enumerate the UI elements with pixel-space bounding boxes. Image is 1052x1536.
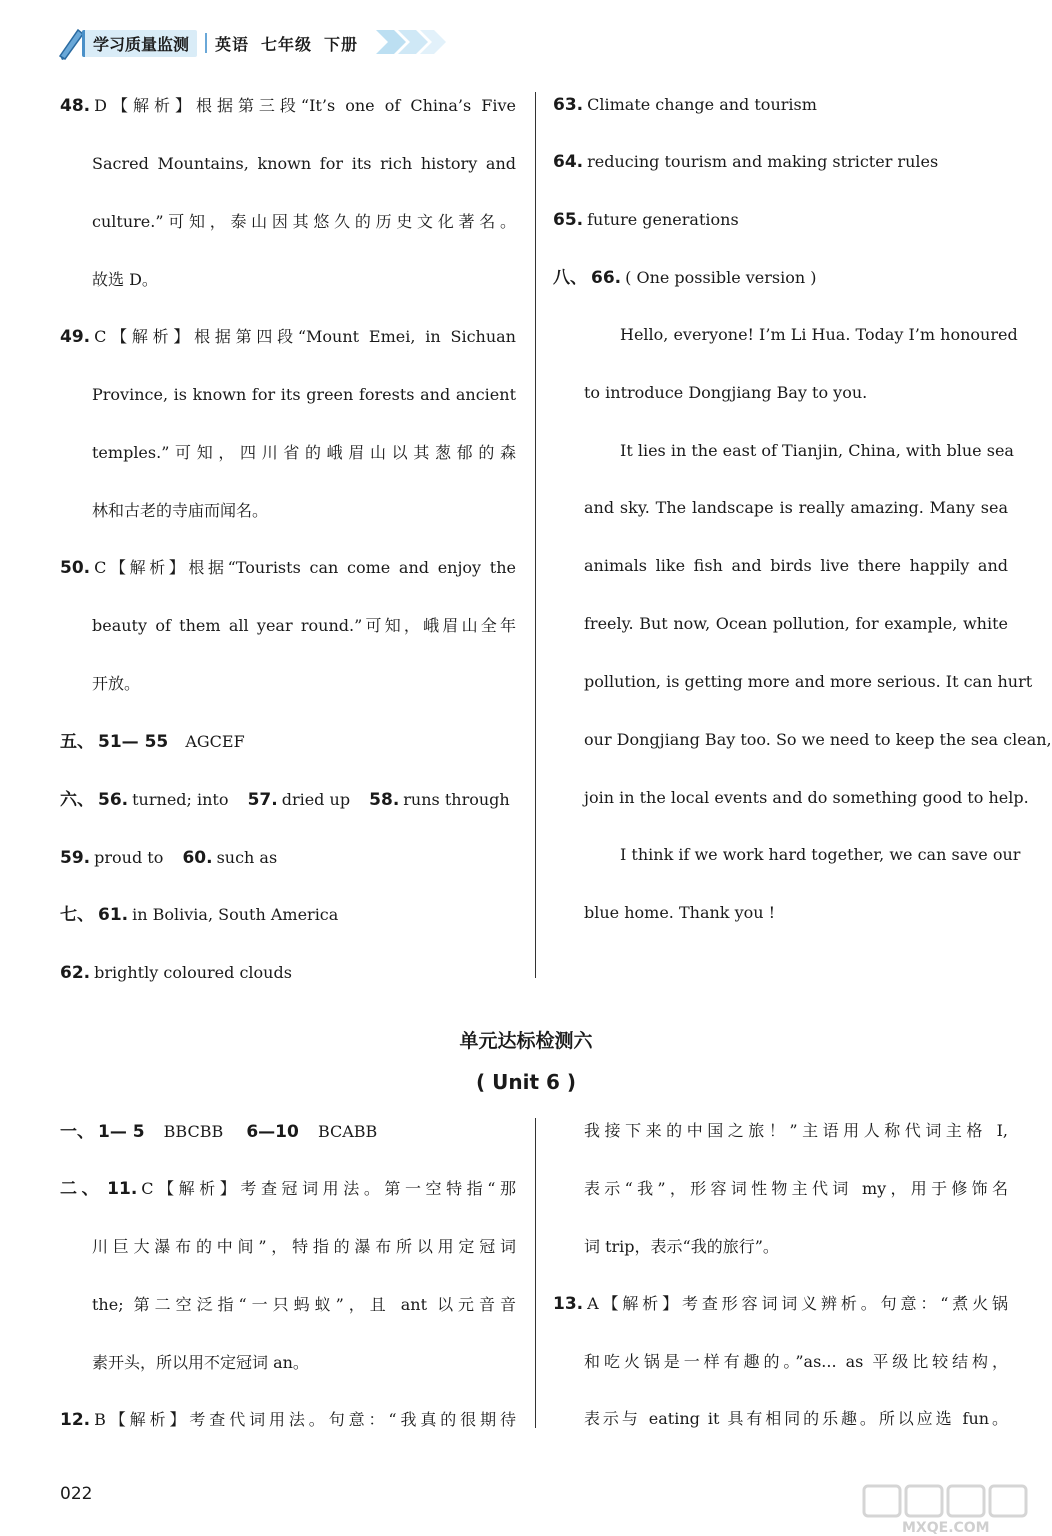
question-number: 62. [60, 963, 91, 983]
answer-text: turned; into [132, 790, 229, 809]
answer-text: BCABB [317, 1122, 378, 1141]
question-range: 6—10 [246, 1122, 299, 1142]
answer-text: future generations [587, 210, 739, 229]
section-label: 一、 [60, 1122, 94, 1142]
essay-line: Hello, everyone! I’m Li Hua. Today I’m honoured [620, 325, 1018, 344]
answer-13-line3: 表示与 eating it 具有相同的乐趣。所以应选 fun。 [584, 1409, 1008, 1428]
question-number: 13. [553, 1294, 584, 1314]
answer-49-line2: Province, is known for its green forests and ancient [92, 385, 516, 404]
question-number: 61. [98, 905, 129, 925]
header-volume: 下册 [324, 34, 359, 54]
essay-line: It lies in the east of Tianjin, China, with blue sea [620, 441, 1014, 460]
answer-48-line4: 故选 D。 [92, 270, 158, 289]
answer-11-line2: 川巨大瀑布的中间”，特指的瀑布所以用定冠词 [92, 1237, 516, 1256]
answer-text: runs through [403, 790, 510, 809]
question-number: 64. [553, 152, 584, 172]
answer-12-cont-line2: 表示“我”，形容词性物主代词 my，用于修饰名 [584, 1179, 1008, 1198]
answer-48-line2: Sacred Mountains, known for its rich history and [92, 154, 516, 173]
column-divider [535, 92, 536, 978]
essay-line: our Dongjiang Bay too. So we need to keep the sea clean, [584, 730, 1052, 749]
answer-text: Climate change and tourism [587, 95, 817, 114]
answer-text: AGCEF [185, 732, 245, 751]
answer-text: reducing tourism and making stricter rules [587, 152, 939, 171]
section-subtitle: ( Unit 6 ) [476, 1070, 576, 1094]
essay-line: join in the local events and do something good to help. [584, 788, 1029, 807]
answer-50-line2: beauty of them all year round.”可知，峨眉山全年 [92, 616, 516, 635]
answer-text: in Bolivia, South America [132, 905, 339, 924]
answer-text: C【解析】根据第四段“Mount Emei, in Sichuan [94, 327, 516, 346]
question-range: 51— 55 [98, 732, 169, 752]
section-label: 八、 [553, 268, 587, 288]
answer-text: dried up [281, 790, 351, 809]
answer-11-line3: the; 第二空泛指“一只蚂蚁”，且 ant 以元音音 [92, 1295, 516, 1314]
answer-text: proud to [94, 848, 164, 867]
answer-text: A【解析】考查形容词词义辨析。句意：“煮火锅 [587, 1294, 1008, 1313]
answer-13-line2: 和吃火锅是一样有趣的。”as... as 平级比较结构， [584, 1352, 1008, 1371]
answer-49-line1 [60, 323, 516, 351]
series-title: 学习质量监测 [82, 30, 197, 57]
answer-11-line1 [60, 1175, 516, 1203]
answer-49-line4: 林和古老的寺庙而闻名。 [92, 501, 269, 520]
answer-11-line4: 素开头，所以用不定冠词 an。 [92, 1353, 309, 1372]
question-number: 11. [107, 1179, 138, 1199]
question-number: 63. [553, 95, 584, 115]
answer-63 [553, 91, 817, 119]
answer-text: brightly coloured clouds [94, 963, 292, 982]
question-range: 1— 5 [98, 1122, 145, 1142]
column-divider [535, 1118, 536, 1428]
section-label: 七、 [60, 905, 94, 925]
essay-line: pollution, is getting more and more serious. It can hurt [584, 672, 1033, 691]
question-number: 58. [369, 790, 400, 810]
essay-line: freely. But now, Ocean pollution, for example, white [584, 614, 1008, 633]
header-separator [205, 33, 207, 53]
answer-50-line1 [60, 554, 516, 582]
answer-48-line3: culture.”可知，泰山因其悠久的历史文化著名。 [92, 212, 516, 231]
section-title: 单元达标检测六 [459, 1030, 593, 1052]
page-header [56, 26, 456, 60]
answer-50-line3: 开放。 [92, 674, 141, 693]
section-6 [60, 786, 510, 814]
watermark-logo [862, 1482, 1038, 1534]
header-grade: 七年级 [261, 34, 313, 54]
question-number: 65. [553, 210, 584, 230]
question-number: 59. [60, 848, 91, 868]
essay-line: I think if we work hard together, we can save our [620, 845, 1021, 864]
answer-49-line3: temples.”可知，四川省的峨眉山以其葱郁的森 [92, 443, 516, 462]
header-bar [82, 30, 358, 56]
question-number: 60. [182, 848, 213, 868]
answer-12-line1 [60, 1406, 516, 1434]
unit6-section-1 [60, 1118, 377, 1146]
answer-62 [60, 959, 292, 987]
question-number: 12. [60, 1410, 91, 1430]
section-8 [553, 264, 817, 292]
question-number: 57. [247, 790, 278, 810]
question-number: 56. [98, 790, 129, 810]
section-label: 六、 [60, 790, 94, 810]
essay-line: animals like fish and birds live there happily and [584, 556, 1008, 575]
answer-text: such as [216, 848, 278, 867]
section-label: 二、 [60, 1179, 104, 1199]
answer-text: ( One possible version ) [625, 268, 817, 287]
section-5 [60, 728, 245, 756]
page-number: 022 [60, 1484, 93, 1504]
answer-13-line1 [553, 1290, 1008, 1318]
section-label: 五、 [60, 732, 94, 752]
header-subject: 英语 [215, 34, 250, 54]
essay-line: to introduce Dongjiang Bay to you. [584, 383, 868, 402]
question-number: 48. [60, 96, 91, 116]
answers-59-60 [60, 844, 277, 872]
answer-48-line1 [60, 92, 516, 120]
answer-text: BBCBB [163, 1122, 224, 1141]
answer-12-cont-line3: 词 trip，表示“我的旅行”。 [584, 1237, 779, 1256]
answer-64 [553, 148, 938, 176]
answer-65 [553, 206, 739, 234]
answer-text: C【解析】根据“Tourists can come and enjoy the [94, 558, 516, 577]
question-number: 66. [591, 268, 622, 288]
section-7 [60, 901, 338, 929]
chevron-arrows-icon [376, 28, 452, 56]
watermark-text: MXQE.COM [902, 1520, 990, 1534]
answer-text: D【解析】根据第三段“It’s one of China’s Five [94, 96, 516, 115]
question-number: 50. [60, 558, 91, 578]
answer-text: B【解析】考查代词用法。句意：“我真的很期待 [94, 1410, 516, 1429]
answer-12-cont-line1: 我接下来的中国之旅！”主语用人称代词主格 I, [584, 1121, 1008, 1140]
question-number: 49. [60, 327, 91, 347]
answer-text: C【解析】考查冠词用法。第一空特指“那 [141, 1179, 516, 1198]
essay-line: blue home. Thank you ! [584, 903, 776, 922]
essay-line: and sky. The landscape is really amazing. Many sea [584, 498, 1008, 517]
